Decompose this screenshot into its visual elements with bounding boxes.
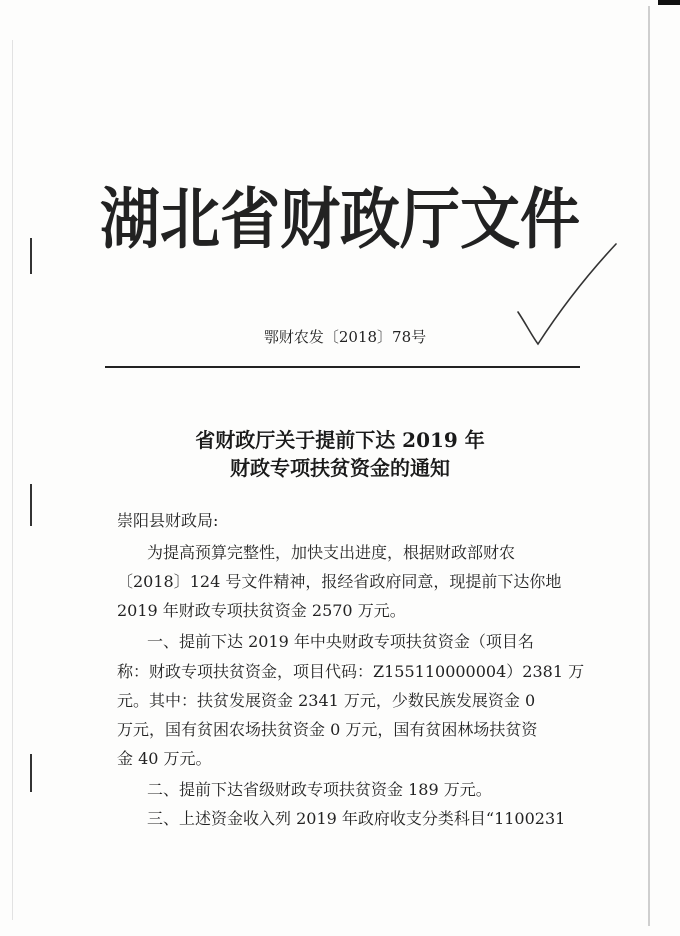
body-line: 为提高预算完整性，加快支出进度，根据财政部财农 (147, 543, 516, 562)
body-line: 二、提前下达省级财政专项扶贫资金 189 万元。 (147, 780, 492, 799)
body-line: 称：财政专项扶贫资金，项目代码：Z155110000004）2381 万 (117, 662, 585, 681)
binding-mark-middle (30, 484, 32, 526)
body-line: 万元，国有贫困农场扶贫资金 0 万元，国有贫困林场扶贫资 (117, 720, 538, 739)
body-line: 三、上述资金收入列 2019 年政府收支分类科目“1100231 (147, 809, 566, 828)
header-rule (105, 366, 580, 368)
document-header-title: 湖北省财政厅文件 (100, 181, 580, 259)
document-number: 鄂财农发〔2018〕78号 (263, 328, 427, 346)
binding-mark-bottom (30, 754, 32, 792)
check-mark-icon (500, 240, 620, 350)
binding-mark-top (30, 238, 32, 274)
page-edge-right (648, 6, 650, 926)
body-line: 一、提前下达 2019 年中央财政专项扶贫资金（项目名 (147, 632, 534, 651)
notice-title-line-2: 财政专项扶贫资金的通知 (230, 456, 450, 480)
body-line: 〔2018〕124 号文件精神，报经省政府同意，现提前下达你地 (117, 572, 562, 591)
notice-title (100, 426, 580, 482)
body-line: 2019 年财政专项扶贫资金 2570 万元。 (117, 601, 406, 620)
page-edge-left (12, 40, 13, 920)
body-line: 金 40 万元。 (117, 749, 212, 768)
body-line: 元。其中：扶贫发展资金 2341 万元，少数民族发展资金 0 (117, 691, 536, 710)
corner-mark (658, 0, 680, 5)
notice-title-line-1: 省财政厅关于提前下达 2019 年 (195, 428, 485, 452)
addressee: 崇阳县财政局: (117, 511, 219, 530)
